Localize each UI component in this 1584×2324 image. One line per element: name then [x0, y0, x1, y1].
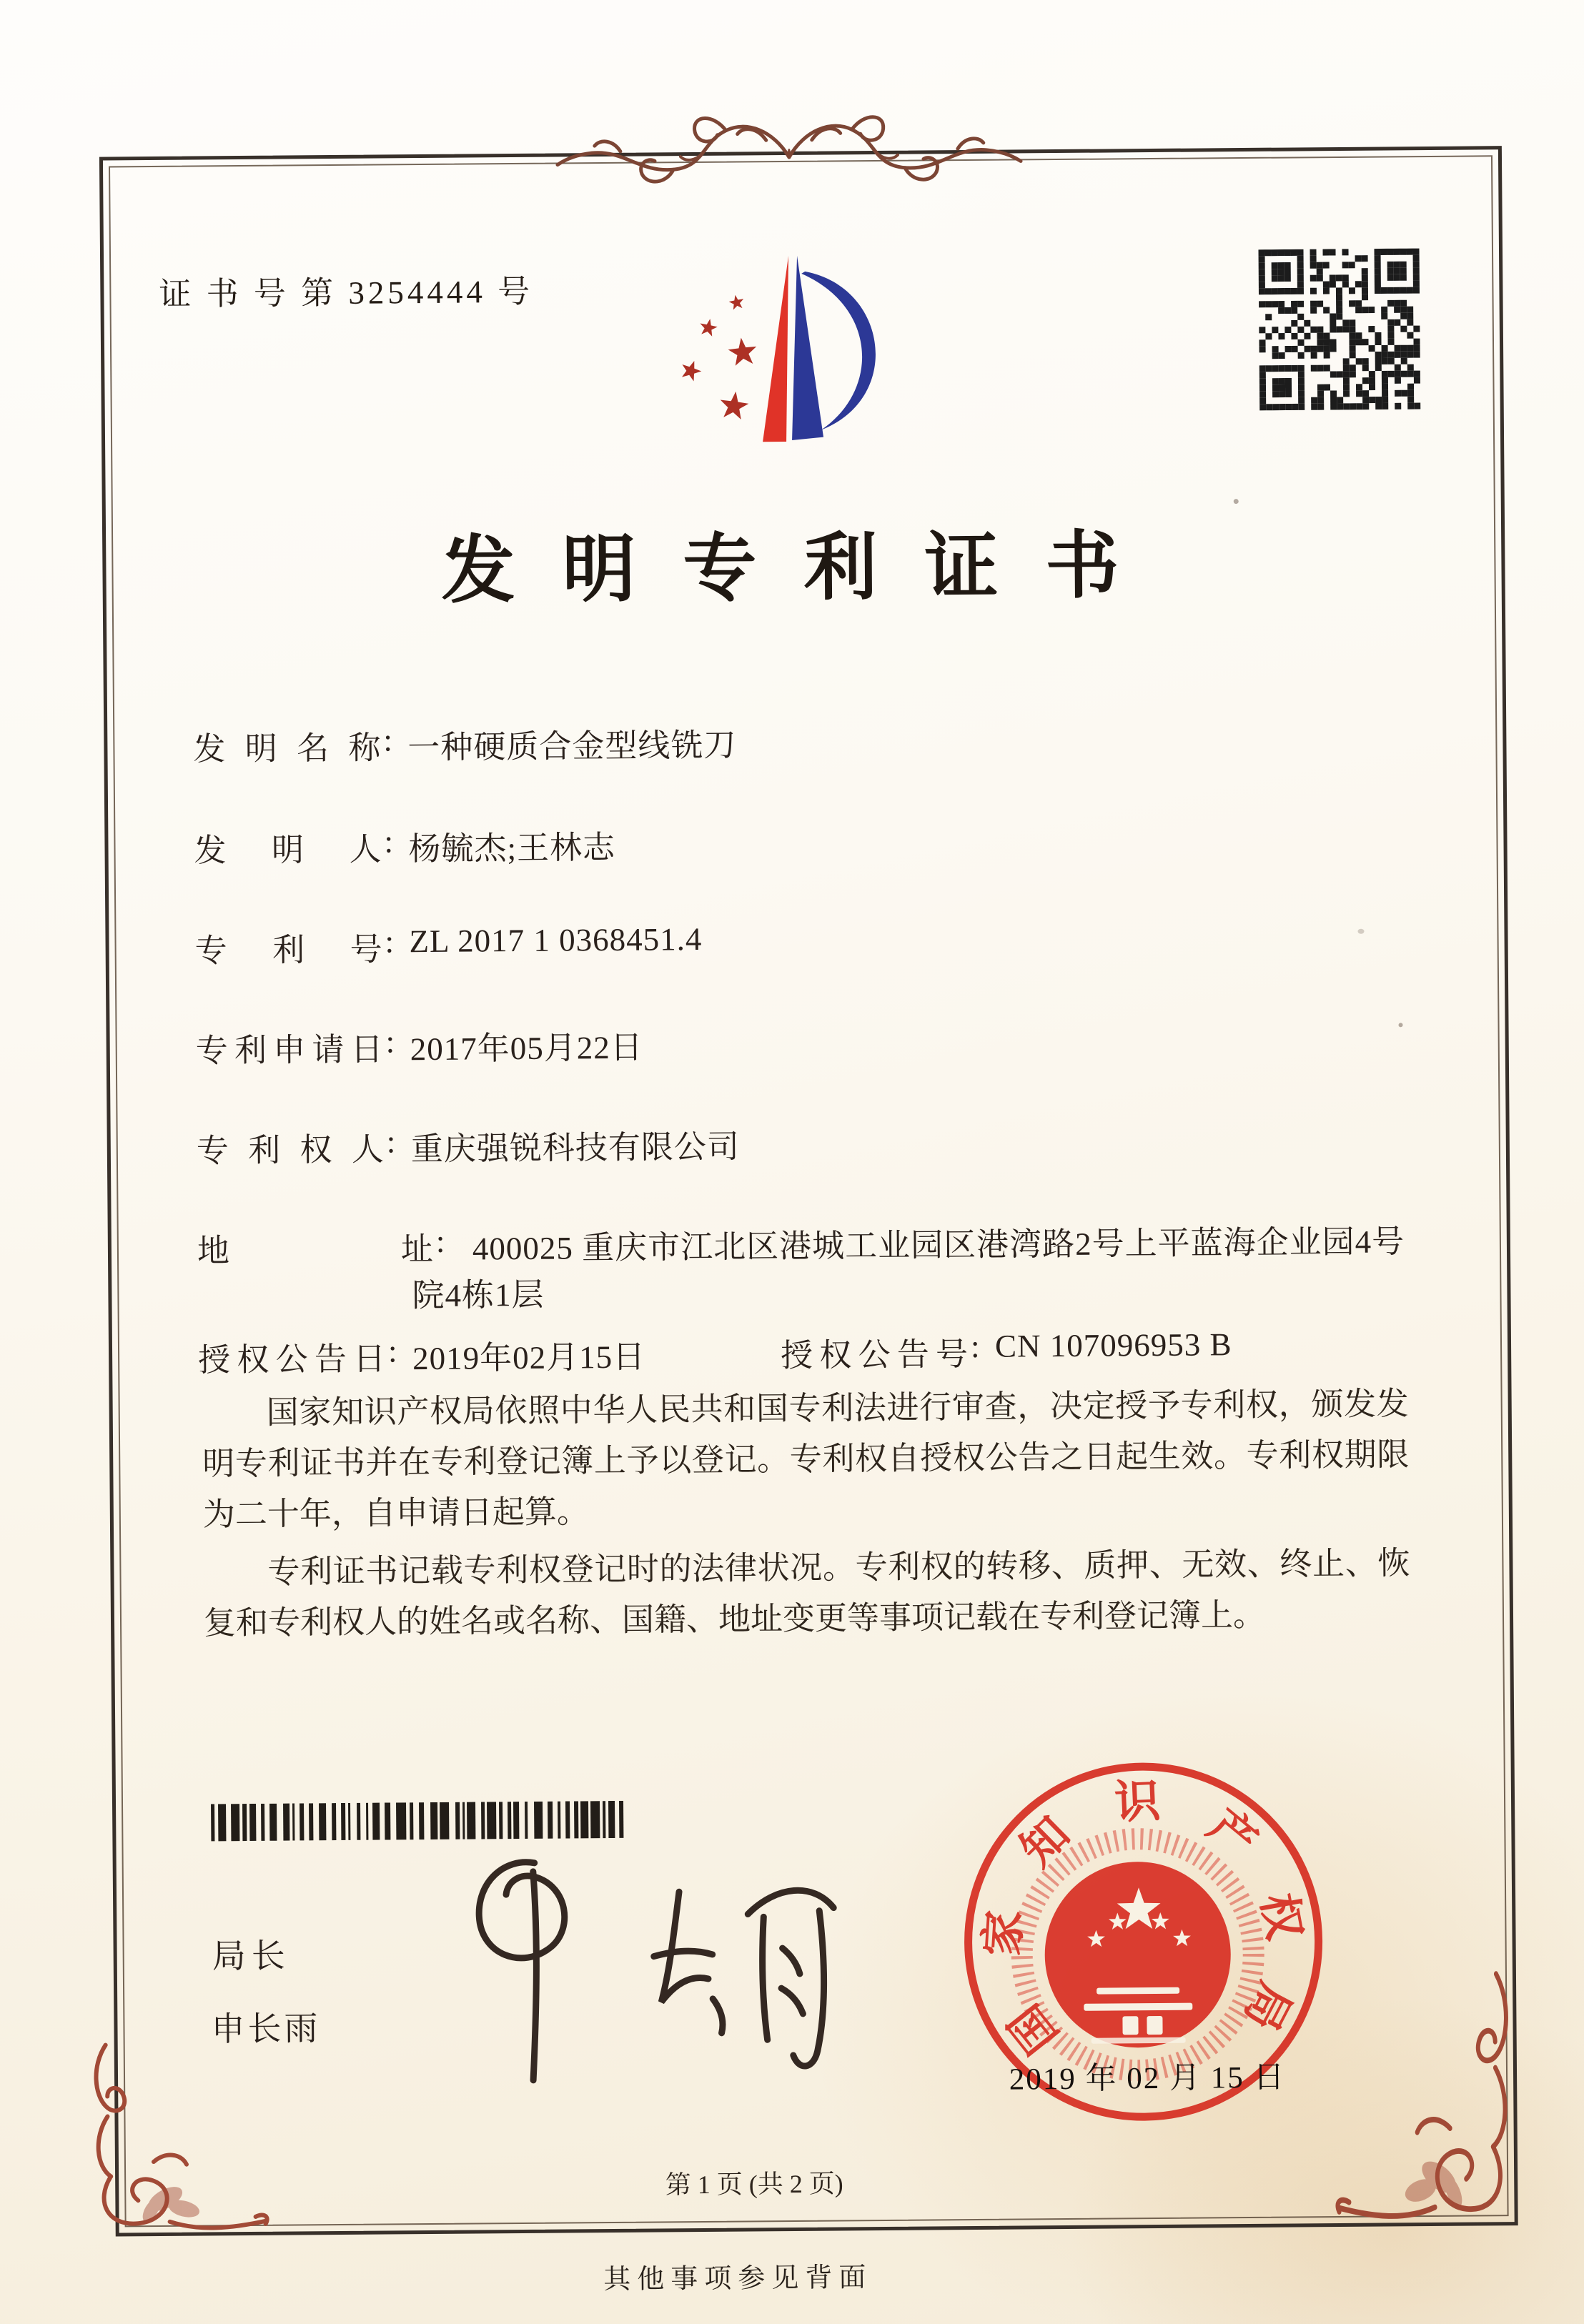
field-value-patentee: 重庆强锐科技有限公司	[410, 1128, 741, 1168]
scan-speck	[1398, 1023, 1402, 1027]
label-char: 权	[237, 1341, 269, 1379]
label-char: 公	[275, 1341, 308, 1378]
field-pair-grant-number	[780, 1324, 1424, 1374]
svg-text:权: 权	[1252, 1889, 1311, 1944]
label-char: 发	[194, 833, 227, 869]
label-char: 专	[194, 933, 227, 969]
label-char: 授	[780, 1337, 813, 1374]
field-row-invention-name	[193, 713, 1451, 770]
label-char: 人	[349, 831, 382, 868]
label-char: 公	[858, 1336, 891, 1374]
label-char: 号	[350, 931, 382, 968]
label-char: 专	[195, 1033, 228, 1069]
label-char: 申	[273, 1032, 306, 1068]
label-char: 专	[196, 1133, 229, 1169]
seal-date: 2019 年 02 月 15 日	[1009, 2060, 1286, 2097]
field-label-grant-number	[781, 1328, 969, 1376]
label-char: 号	[935, 1336, 969, 1373]
scan-speck	[1234, 499, 1239, 504]
label-char: 址	[400, 1231, 434, 1268]
label-char: 称	[348, 730, 381, 766]
svg-text:产: 产	[1199, 1799, 1267, 1868]
logo-blue-wedge	[791, 256, 823, 440]
field-label-filing-date	[195, 1023, 383, 1071]
field-label-patent-number	[194, 923, 382, 970]
top-flourish-ornament	[555, 86, 1023, 190]
svg-text:家: 家	[976, 1908, 1031, 1958]
field-label-grant-date	[198, 1332, 386, 1380]
field-colon: :	[387, 1333, 397, 1369]
field-value-invention-name: 一种硬质合金型线铣刀	[407, 727, 737, 766]
page-number-note: 第 1 页 (共 2 页)	[665, 2169, 843, 2200]
field-row-filing-date	[195, 1015, 1453, 1071]
svg-text:国: 国	[999, 1995, 1068, 2063]
svg-text:局: 局	[1234, 1975, 1301, 2039]
svg-text:识: 识	[1113, 1775, 1162, 1829]
label-char: 人	[351, 1131, 385, 1168]
label-char: 发	[193, 731, 226, 768]
certificate-number: 证 书 号 第 3254444 号	[159, 273, 534, 312]
field-colon: :	[970, 1328, 980, 1365]
field-value-patent-number: ZL 2017 1 0368451.4	[409, 920, 703, 960]
field-label-invention-name	[193, 722, 381, 770]
field-colon: :	[385, 1023, 395, 1060]
label-char: 告	[314, 1341, 347, 1378]
logo-red-wedge	[761, 256, 790, 442]
label-char: 利	[272, 932, 305, 968]
label-char: 利	[234, 1032, 267, 1069]
field-value-address: 400025 重庆市江北区港城工业园区港湾路2号上平蓝海企业园4号院4栋1层	[412, 1223, 1405, 1314]
label-char: 利	[247, 1132, 281, 1168]
field-value-grant-date: 2019年02月15日	[412, 1339, 646, 1377]
label-char: 日	[352, 1341, 386, 1377]
label-char: 名	[296, 730, 330, 767]
other-items-note: 其他事项参见背面	[603, 2263, 873, 2295]
svg-text:知: 知	[1011, 1807, 1079, 1876]
field-colon: :	[435, 1223, 445, 1259]
field-row-inventors	[194, 815, 1452, 871]
label-char: 请	[312, 1031, 345, 1068]
qr-code	[1257, 247, 1422, 412]
label-char: 明	[244, 730, 277, 767]
field-label-patentee	[197, 1123, 385, 1171]
field-colon: :	[385, 923, 395, 960]
field-row-patentee	[197, 1115, 1455, 1171]
scan-speck	[1357, 929, 1364, 934]
legal-paragraphs	[202, 1379, 1410, 1656]
cnipa-logo	[672, 249, 920, 450]
label-char: 权	[300, 1132, 332, 1168]
director-signature	[427, 1847, 844, 2097]
paragraph-register-statement: 专利证书记载专利权登记时的法律状况。专利权的转移、质押、无效、终止、恢复和专利权人的姓名或名称、国籍、地址变更等事项记载在专利登记簿上。	[203, 1545, 1410, 1642]
label-char: 地	[197, 1233, 230, 1269]
field-colon: :	[386, 1123, 396, 1160]
field-value-grant-number: CN 107096953 B	[994, 1326, 1232, 1364]
field-colon: :	[384, 823, 394, 860]
barcode	[209, 1801, 624, 1844]
field-label-inventors	[194, 823, 382, 870]
field-row-address	[197, 1215, 1456, 1318]
field-label-address	[197, 1223, 434, 1271]
field-value-filing-date: 2017年05月22日	[410, 1029, 643, 1068]
field-colon: :	[383, 722, 393, 758]
label-char: 日	[350, 1031, 383, 1068]
label-char: 授	[197, 1342, 231, 1379]
paragraph-grant-statement: 国家知识产权局依照中华人民共和国专利法进行审查，决定授予专利权，颁发发明专利证书并在专利登记簿上予以登记。专利权自授权公告之日起生效。专利权期限为二十年，自申请日起算。	[202, 1386, 1410, 1533]
field-row-grant	[198, 1324, 1456, 1381]
certificate-title: 发明专利证书	[441, 525, 1167, 612]
label-char: 权	[819, 1337, 852, 1374]
label-char: 明	[271, 832, 305, 868]
label-char: 告	[896, 1336, 930, 1373]
director-name: 申长雨	[211, 2010, 321, 2049]
logo-stars	[681, 295, 757, 420]
field-value-inventors: 杨毓杰;王林志	[408, 829, 616, 868]
director-title-label: 局长	[212, 1937, 291, 1976]
